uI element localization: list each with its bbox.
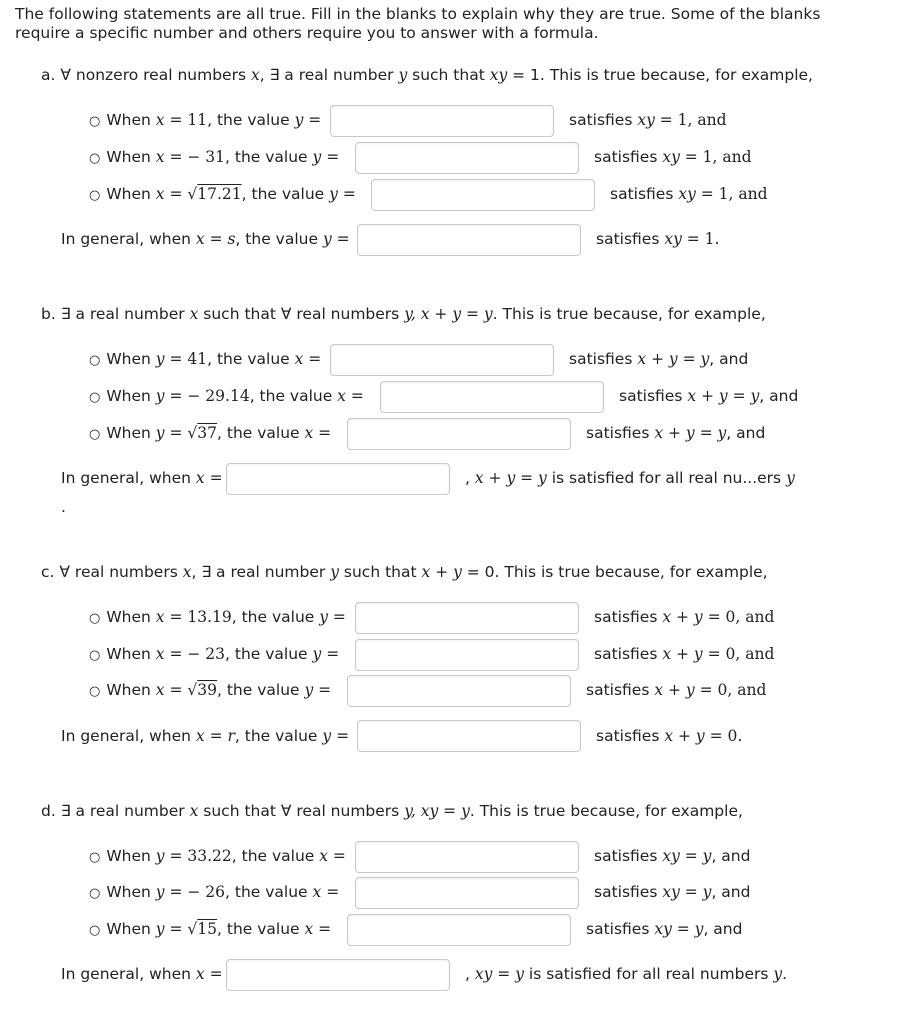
part-b-row-1-tail: satisfies x + y = y, and bbox=[569, 350, 749, 368]
part-a-row-3: ○ When x = √17.21, the value y = bbox=[89, 185, 356, 203]
part-d-general-tail: , xy = y is satisfied for all real numbers y. bbox=[465, 965, 788, 983]
answer-input-a2[interactable] bbox=[355, 142, 579, 174]
part-c-row-3-tail: satisfies x + y = 0, and bbox=[586, 681, 767, 699]
answer-input-c-general[interactable] bbox=[357, 720, 581, 752]
part-c-row-2-tail: satisfies x + y = 0, and bbox=[594, 645, 775, 663]
part-d-row-1-tail: satisfies xy = y, and bbox=[594, 847, 751, 865]
part-b-statement: b. ∃ a real number x such that ∀ real numbers y, x + y = y. This is true because, for example, bbox=[41, 305, 766, 323]
part-b-general-tail: , x + y = y is satisfied for all real nu...ers y bbox=[465, 469, 795, 487]
part-a-letter: a. bbox=[41, 66, 56, 84]
instructions-line-2: require a specific number and others require you to answer with a formula. bbox=[15, 24, 599, 42]
part-a-general: In general, when x = s, the value y = bbox=[61, 230, 350, 248]
part-c-row-3: ○ When x = √39, the value y = bbox=[89, 681, 332, 699]
answer-input-d2[interactable] bbox=[355, 877, 579, 909]
answer-input-c1[interactable] bbox=[355, 602, 579, 634]
part-b-stray-dot: . bbox=[61, 498, 66, 516]
part-c-letter: c. bbox=[41, 563, 55, 581]
part-c-row-1-tail: satisfies x + y = 0, and bbox=[594, 608, 775, 626]
part-c-row-2: ○ When x = − 23, the value y = bbox=[89, 645, 340, 663]
answer-input-a1[interactable] bbox=[330, 105, 554, 137]
part-b-row-3: ○ When y = √37, the value x = bbox=[89, 424, 332, 442]
answer-input-b3[interactable] bbox=[347, 418, 571, 450]
instructions bbox=[15, 5, 820, 43]
part-d-letter: d. bbox=[41, 802, 56, 820]
part-a-row-2-tail: satisfies xy = 1, and bbox=[594, 148, 752, 166]
answer-input-d-general[interactable] bbox=[226, 959, 450, 991]
answer-input-c3[interactable] bbox=[347, 675, 571, 707]
part-d-row-3-tail: satisfies xy = y, and bbox=[586, 920, 743, 938]
part-a-general-tail: satisfies xy = 1. bbox=[596, 230, 720, 248]
part-a-row-1-tail: satisfies xy = 1, and bbox=[569, 111, 727, 129]
part-a-row-1: ○ When x = 11, the value y = bbox=[89, 111, 322, 129]
answer-input-a3[interactable] bbox=[371, 179, 595, 211]
part-d-row-3: ○ When y = √15, the value x = bbox=[89, 920, 332, 938]
answer-input-b-general[interactable] bbox=[226, 463, 450, 495]
part-b-row-2-tail: satisfies x + y = y, and bbox=[619, 387, 799, 405]
part-a-statement: a. ∀ nonzero real numbers x, ∃ a real number y such that xy = 1. This is true because, for example, bbox=[41, 66, 813, 84]
part-b-row-2: ○ When y = − 29.14, the value x = bbox=[89, 387, 364, 405]
part-b-row-1: ○ When y = 41, the value x = bbox=[89, 350, 322, 368]
part-c-statement: c. ∀ real numbers x, ∃ a real number y such that x + y = 0. This is true because, for example, bbox=[41, 563, 768, 581]
answer-input-d3[interactable] bbox=[347, 914, 571, 946]
answer-input-a-general[interactable] bbox=[357, 224, 581, 256]
part-c-general-tail: satisfies x + y = 0. bbox=[596, 727, 743, 745]
answer-input-c2[interactable] bbox=[355, 639, 579, 671]
part-d-general: In general, when x = bbox=[61, 965, 223, 983]
part-d-row-1: ○ When y = 33.22, the value x = bbox=[89, 847, 346, 865]
answer-input-b2[interactable] bbox=[380, 381, 604, 413]
part-d-statement: d. ∃ a real number x such that ∀ real numbers y, xy = y. This is true because, for example, bbox=[41, 802, 743, 820]
part-d-row-2-tail: satisfies xy = y, and bbox=[594, 883, 751, 901]
part-c-row-1: ○ When x = 13.19, the value y = bbox=[89, 608, 346, 626]
part-c-general: In general, when x = r, the value y = bbox=[61, 727, 350, 745]
part-a-row-2: ○ When x = − 31, the value y = bbox=[89, 148, 340, 166]
instructions-line-1: The following statements are all true. Fill in the blanks to explain why they are true. Some of the blanks bbox=[15, 5, 821, 23]
part-b-row-3-tail: satisfies x + y = y, and bbox=[586, 424, 766, 442]
part-a-row-3-tail: satisfies xy = 1, and bbox=[610, 185, 768, 203]
answer-input-b1[interactable] bbox=[330, 344, 554, 376]
part-d-row-2: ○ When y = − 26, the value x = bbox=[89, 883, 340, 901]
answer-input-d1[interactable] bbox=[355, 841, 579, 873]
part-b-letter: b. bbox=[41, 305, 56, 323]
part-b-general: In general, when x = bbox=[61, 469, 223, 487]
